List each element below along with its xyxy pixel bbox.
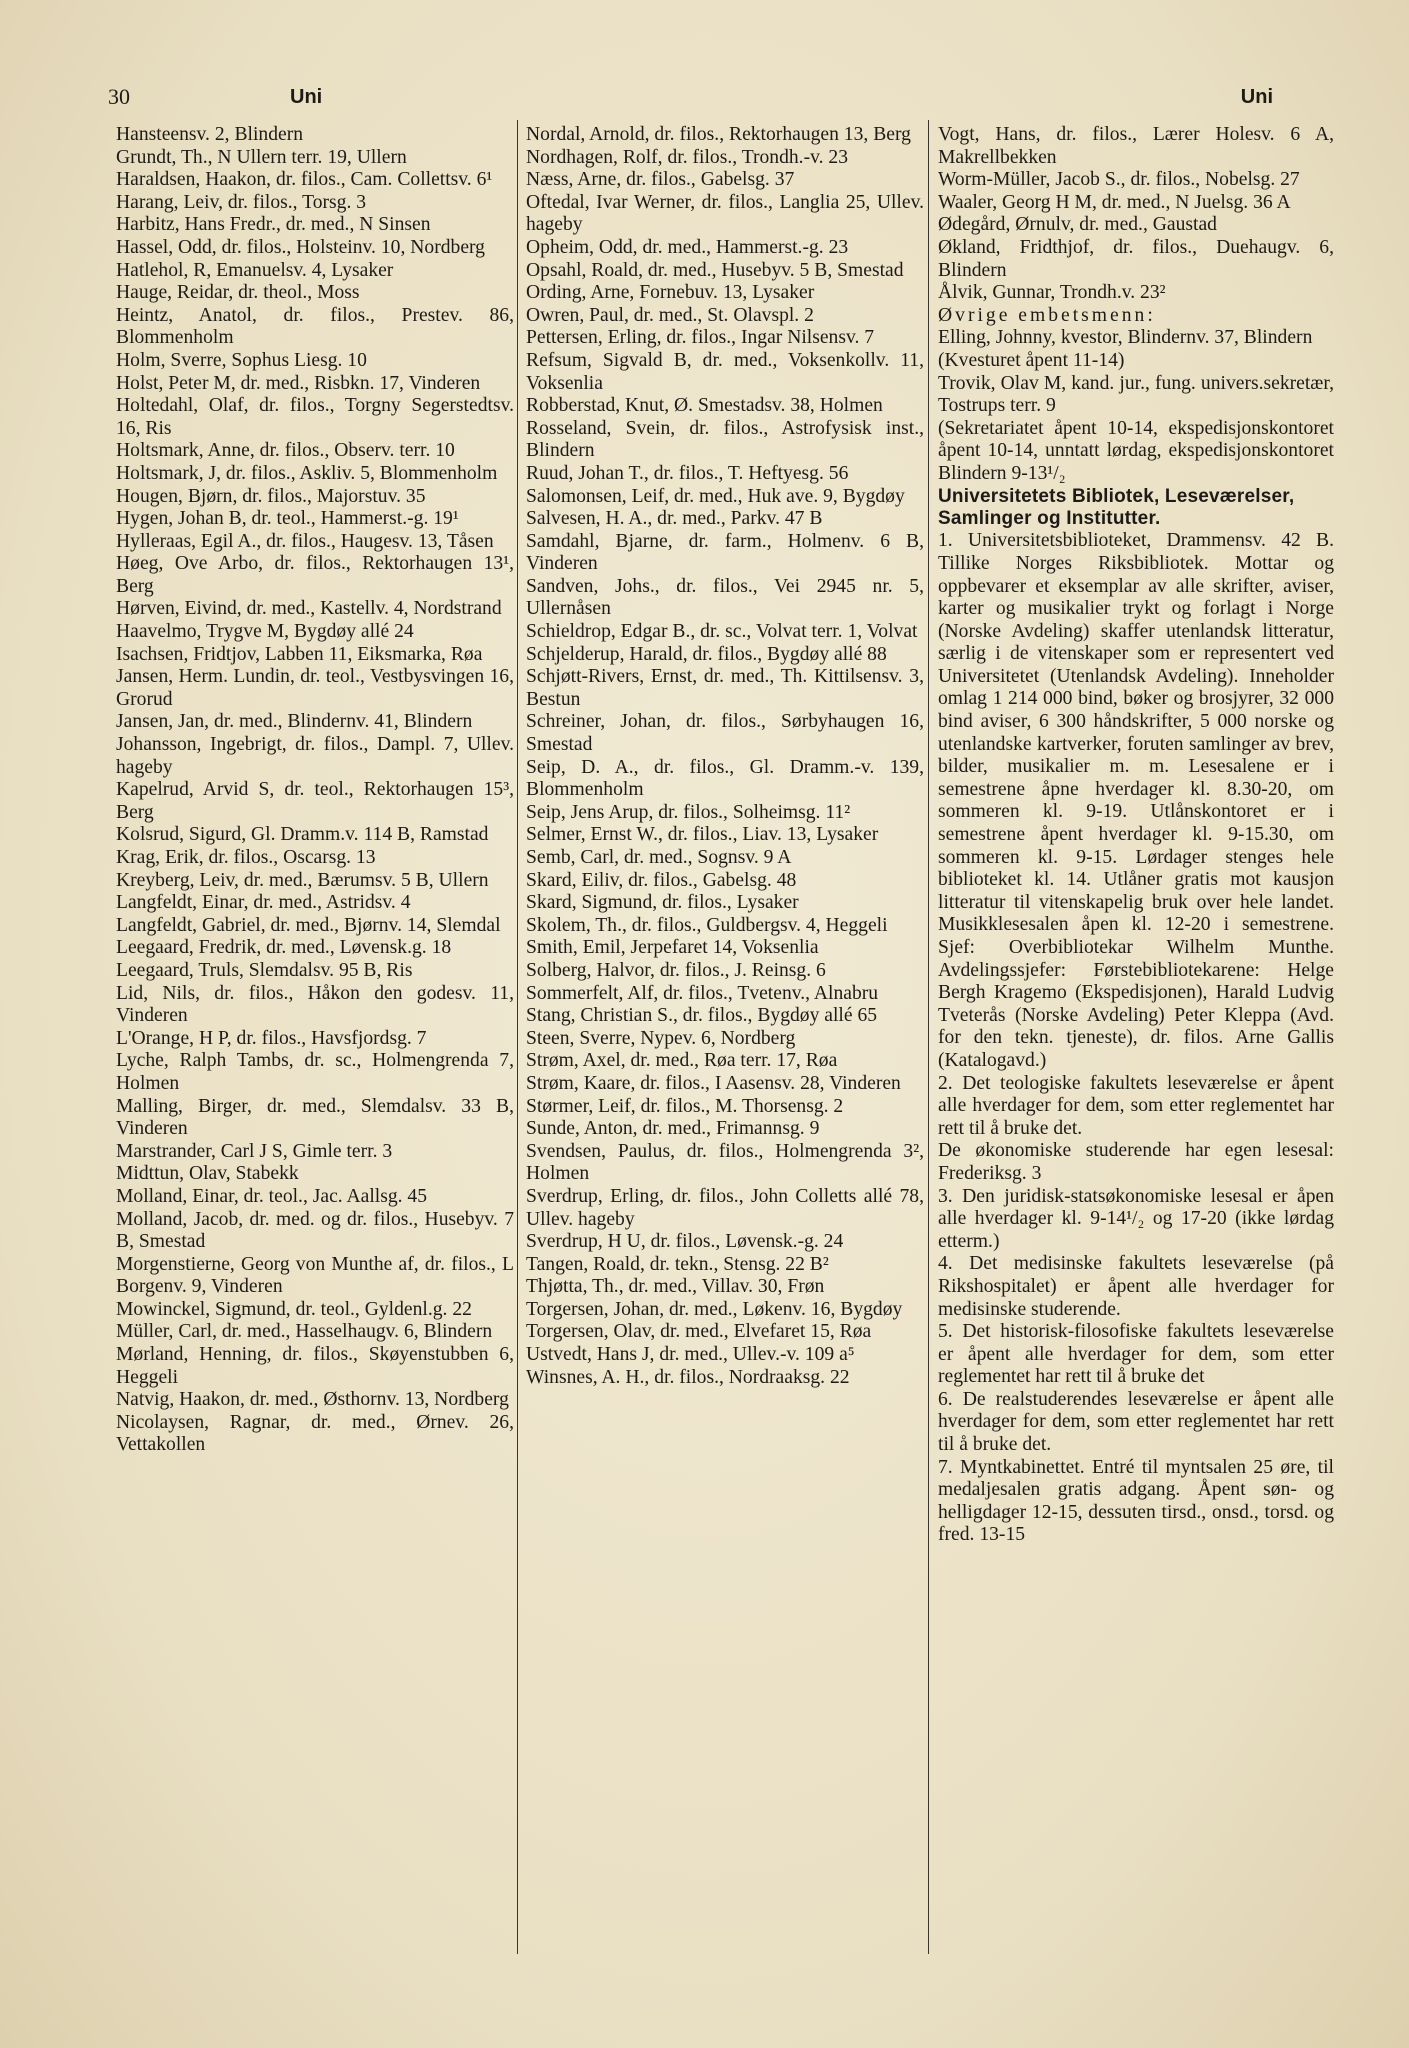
directory-entry: Ødegård, Ørnulv, dr. med., Gaustad bbox=[938, 214, 1217, 236]
directory-entry: Refsum, Sigvald B, dr. med., Voksenkollv. 11, Voksenlia bbox=[526, 349, 924, 394]
directory-entry: Samdahl, Bjarne, dr. farm., Holmenv. 6 B, Vinderen bbox=[526, 530, 924, 575]
directory-entry: Hørven, Eivind, dr. med., Kastellv. 4, Nordstrand bbox=[116, 598, 502, 620]
directory-entry: Morgenstierne, Georg von Munthe af, dr. filos., L Borgenv. 9, Vinderen bbox=[116, 1253, 514, 1298]
directory-entry: Ruud, Johan T., dr. filos., T. Heftyesg. 56 bbox=[526, 462, 849, 484]
official-entry: (Kvesturet åpent 11-14) bbox=[938, 349, 1125, 371]
directory-entry: Hylleraas, Egil A., dr. filos., Haugesv. 13, Tåsen bbox=[116, 530, 494, 552]
directory-entry: Smith, Emil, Jerpefaret 14, Voksenlia bbox=[526, 937, 819, 959]
directory-entry: Økland, Fridthjof, dr. filos., Duehaugv. 6, Blindern bbox=[938, 236, 1334, 281]
directory-entry: Heintz, Anatol, dr. filos., Prestev. 86, Blommenholm bbox=[116, 304, 514, 349]
directory-entry: Skard, Sigmund, dr. filos., Lysaker bbox=[526, 892, 799, 914]
directory-entry: Størmer, Leif, dr. filos., M. Thorsensg. 2 bbox=[526, 1095, 844, 1117]
official-entry: Elling, Johnny, kvestor, Blindernv. 37, Blindern bbox=[938, 327, 1313, 349]
library-paragraph: 1. Universitetsbiblioteket, Drammensv. 42 B. Tillike Norges Riksbibliotek. Mottar og oppbevarer et eksemplar av alle skrifter, aviser, karter og musikalier trykt og forlagt i Norge (Norske Avdeling) skaffer utenlandsk litteratur, særlig i de vitenskaper som er representert ved Universitetet (Utenlandsk Avdeling). Inneholder omlag 1 214 000 bind, bøker og brosjyrer, 32 000 bind aviser, 6 300 håndskrifter, 5 000 norske og utenlandske kartverker, foruten samlinger av brev, bilder, musikalier m. m. Lesesalene er i semestrene åpne hverdager kl. 8.30-20, om sommeren kl. 9-19. Utlånskontoret er i semestrene åpent hverdager kl. 9-15.30, om sommeren kl. 9-15. Lørdager stenges hele biblioteket kl. 14. Utlåner gratis mot kausjon litteratur til vitenskapelig bruk over hele landet. Musikklesesalen åpen kl. 12-20 i semestrene. Sjef: Overbibliotekar Wilhelm Munthe. Avdelingssjefer: Førstebibliotekarene: Helge Bergh Kragemo (Ekspedisjonen), Harald Ludvig Tveterås (Norske Avdeling) Peter Kleppa (Avd. for den tekn. tjeneste), dr. filos. Arne Gallis (Katalogavd.) bbox=[938, 530, 1334, 1071]
directory-entry: Ålvik, Gunnar, Trondh.v. 23² bbox=[938, 282, 1166, 304]
directory-entry: Holm, Sverre, Sophus Liesg. 10 bbox=[116, 349, 367, 371]
column-3-entries bbox=[938, 124, 1334, 305]
directory-entry: Hauge, Reidar, dr. theol., Moss bbox=[116, 282, 360, 304]
directory-entry: Jansen, Herm. Lundin, dr. teol., Vestbysvingen 16, Grorud bbox=[116, 666, 514, 710]
directory-entry: Semb, Carl, dr. med., Sognsv. 9 A bbox=[526, 847, 792, 868]
directory-entry: Kapelrud, Arvid S, dr. teol., Rektorhaugen 15³, Berg bbox=[116, 779, 514, 823]
officials-list bbox=[938, 327, 1334, 485]
directory-entry: Tangen, Roald, dr. tekn., Stensg. 22 B² bbox=[526, 1253, 829, 1275]
directory-entry: Krag, Erik, dr. filos., Oscarsg. 13 bbox=[116, 847, 376, 868]
directory-entry: Kreyberg, Leiv, dr. med., Bærumsv. 5 B, Ullern bbox=[116, 869, 489, 891]
running-head-left: Uni bbox=[290, 86, 323, 108]
directory-entry: Mowinckel, Sigmund, dr. teol., Gyldenl.g. 22 bbox=[116, 1298, 472, 1320]
directory-entry: Selmer, Ernst W., dr. filos., Liav. 13, Lysaker bbox=[526, 824, 879, 846]
directory-entry: Malling, Birger, dr. med., Slemdalsv. 33 B, Vinderen bbox=[116, 1095, 514, 1140]
directory-entry: Schieldrop, Edgar B., dr. sc., Volvat terr. 1, Volvat bbox=[526, 621, 918, 643]
directory-entry: Vogt, Hans, dr. filos., Lærer Holesv. 6 A, Makrellbekken bbox=[938, 124, 1334, 168]
directory-entry: Seip, Jens Arup, dr. filos., Solheimsg. 11² bbox=[526, 801, 851, 823]
page-header bbox=[108, 84, 1301, 116]
library-paragraph: 4. Det medisinske fakultets leseværelse (på Rikshospitalet) er åpent alle hverdager for medisinske studerende. bbox=[938, 1253, 1334, 1320]
directory-entry: Torgersen, Johan, dr. med., Løkenv. 16, Bygdøy bbox=[526, 1298, 903, 1320]
column-3 bbox=[938, 124, 1334, 1547]
library-paragraph: 2. Det teologiske fakultets leseværelse er åpent alle hverdager for dem, som etter reglementet har rett til å bruke det. bbox=[938, 1072, 1334, 1139]
directory-entry: Waaler, Georg H M, dr. med., N Juelsg. 36 A bbox=[938, 191, 1291, 213]
directory-entry: Nicolaysen, Ragnar, dr. med., Ørnev. 26, Vettakollen bbox=[116, 1411, 514, 1456]
directory-entry: Opheim, Odd, dr. med., Hammerst.-g. 23 bbox=[526, 236, 849, 258]
directory-entry: Jansen, Jan, dr. med., Blindernv. 41, Blindern bbox=[116, 711, 473, 733]
official-entry: Trovik, Olav M, kand. jur., fung. univers.sekretær, Tostrups terr. 9 bbox=[938, 372, 1334, 417]
directory-entry: Schjøtt-Rivers, Ernst, dr. med., Th. Kittilsensv. 3, Bestun bbox=[526, 666, 924, 710]
library-paragraph: 6. De realstuderendes leseværelse er åpent alle hverdager for dem, som etter reglementet har rett til å bruke det. bbox=[938, 1388, 1334, 1456]
directory-entry: Holst, Peter M, dr. med., Risbkn. 17, Vinderen bbox=[116, 372, 481, 394]
directory-entry: Strøm, Kaare, dr. filos., I Aasensv. 28, Vinderen bbox=[526, 1072, 901, 1094]
directory-entry: Sverdrup, H U, dr. filos., Løvensk.-g. 24 bbox=[526, 1231, 844, 1253]
directory-entry: Stang, Christian S., dr. filos., Bygdøy allé 65 bbox=[526, 1005, 878, 1027]
directory-entry: Marstrander, Carl J S, Gimle terr. 3 bbox=[116, 1140, 393, 1162]
directory-entry: Mørland, Henning, dr. filos., Skøyenstubben 6, Heggeli bbox=[116, 1344, 514, 1388]
directory-entry: Seip, D. A., dr. filos., Gl. Dramm.-v. 139, Blommenholm bbox=[526, 756, 924, 801]
directory-entry: Holtsmark, J, dr. filos., Askliv. 5, Blommenholm bbox=[116, 462, 498, 484]
directory-entry: Hougen, Bjørn, dr. filos., Majorstuv. 35 bbox=[116, 485, 426, 507]
directory-entry: Salomonsen, Leif, dr. med., Huk ave. 9, Bygdøy bbox=[526, 485, 905, 507]
library-heading: Universitetets Bibliotek, Leseværelser, Samlinger og Institutter. bbox=[938, 485, 1295, 529]
directory-entry: Holtsmark, Anne, dr. filos., Observ. terr. 10 bbox=[116, 440, 455, 462]
directory-entry: Solberg, Halvor, dr. filos., J. Reinsg. 6 bbox=[526, 959, 826, 981]
directory-entry: Torgersen, Olav, dr. med., Elvefaret 15, Røa bbox=[526, 1321, 872, 1343]
page-number: 30 bbox=[108, 84, 130, 109]
directory-entry: Høeg, Ove Arbo, dr. filos., Rektorhaugen 13¹, Berg bbox=[116, 553, 514, 597]
directory-entry: Harang, Leiv, dr. filos., Torsg. 3 bbox=[116, 191, 367, 213]
directory-entry: Midttun, Olav, Stabekk bbox=[116, 1163, 299, 1185]
column-2 bbox=[526, 124, 924, 1389]
directory-entry: Sunde, Anton, dr. med., Frimannsg. 9 bbox=[526, 1118, 820, 1140]
directory-entry: Grundt, Th., N Ullern terr. 19, Ullern bbox=[116, 146, 407, 168]
directory-entry: Sverdrup, Erling, dr. filos., John Colletts allé 78, Ullev. hageby bbox=[526, 1185, 924, 1230]
directory-entry: Ording, Arne, Fornebuv. 13, Lysaker bbox=[526, 282, 815, 304]
directory-entry: Sommerfelt, Alf, dr. filos., Tvetenv., Alnabru bbox=[526, 982, 879, 1004]
directory-entry: Salvesen, H. A., dr. med., Parkv. 47 B bbox=[526, 508, 823, 530]
directory-entry: Opsahl, Roald, dr. med., Husebyv. 5 B, Smestad bbox=[526, 259, 904, 281]
directory-entry: Skolem, Th., dr. filos., Guldbergsv. 4, Heggeli bbox=[526, 914, 888, 936]
directory-entry: Holtedahl, Olaf, dr. filos., Torgny Segerstedtsv. 16, Ris bbox=[116, 395, 514, 439]
directory-entry: Molland, Jacob, dr. med. og dr. filos., Husebyv. 7 B, Smestad bbox=[116, 1208, 514, 1253]
directory-entry: Nordal, Arnold, dr. filos., Rektorhaugen 13, Berg bbox=[526, 124, 911, 145]
directory-entry: Pettersen, Erling, dr. filos., Ingar Nilsensv. 7 bbox=[526, 327, 875, 349]
directory-entry: Hassel, Odd, dr. filos., Holsteinv. 10, Nordberg bbox=[116, 236, 485, 258]
directory-entry: Skard, Eiliv, dr. filos., Gabelsg. 48 bbox=[526, 869, 797, 891]
directory-entry: Rosseland, Svein, dr. filos., Astrofysisk inst., Blindern bbox=[526, 417, 924, 462]
directory-entry: Haavelmo, Trygve M, Bygdøy allé 24 bbox=[116, 621, 414, 643]
library-paragraphs bbox=[938, 530, 1334, 1547]
other-officials-heading: Øvrige embetsmenn: bbox=[938, 304, 1156, 326]
directory-entry: Oftedal, Ivar Werner, dr. filos., Langlia 25, Ullev. hageby bbox=[526, 191, 924, 236]
directory-entry: Langfeldt, Gabriel, dr. med., Bjørnv. 14, Slemdal bbox=[116, 914, 501, 936]
directory-entry: Haraldsen, Haakon, dr. filos., Cam. Collettsv. 6¹ bbox=[116, 169, 493, 191]
directory-entry: Hygen, Johan B, dr. teol., Hammerst.-g. 19¹ bbox=[116, 508, 459, 530]
official-entry: (Sekretariatet åpent 10-14, ekspedisjonskontoret åpent 10-14, unntatt lørdag, ekspedisjonskontoret Blindern 9-13¹/₂ bbox=[938, 417, 1334, 484]
directory-entry: Müller, Carl, dr. med., Hasselhaugv. 6, Blindern bbox=[116, 1321, 493, 1343]
directory-entry: Steen, Sverre, Nypev. 6, Nordberg bbox=[526, 1027, 796, 1049]
directory-entry: Leegaard, Truls, Slemdalsv. 95 B, Ris bbox=[116, 959, 413, 981]
directory-entry: Isachsen, Fridtjov, Labben 11, Eiksmarka, Røa bbox=[116, 643, 483, 665]
directory-entry: Schreiner, Johan, dr. filos., Sørbyhaugen 16, Smestad bbox=[526, 711, 924, 756]
directory-entry: Strøm, Axel, dr. med., Røa terr. 17, Røa bbox=[526, 1050, 838, 1072]
library-paragraph: De økonomiske studerende har egen lesesal: Frederiksg. 3 bbox=[938, 1140, 1334, 1184]
directory-entry: Worm-Müller, Jacob S., dr. filos., Nobelsg. 27 bbox=[938, 169, 1300, 191]
directory-entry: Robberstad, Knut, Ø. Smestadsv. 38, Holmen bbox=[526, 395, 883, 417]
directory-entry: Sandven, Johs., dr. filos., Vei 2945 nr. 5, Ullernåsen bbox=[526, 575, 924, 620]
directory-entry: Lyche, Ralph Tambs, dr. sc., Holmengrenda 7, Holmen bbox=[116, 1050, 514, 1094]
column-divider bbox=[517, 120, 518, 1954]
directory-entry: Schjelderup, Harald, dr. filos., Bygdøy allé 88 bbox=[526, 643, 887, 665]
directory-entry: Thjøtta, Th., dr. med., Villav. 30, Frøn bbox=[526, 1276, 825, 1298]
running-head-right: Uni bbox=[1240, 86, 1273, 108]
directory-entry: Svendsen, Paulus, dr. filos., Holmengrenda 3², Holmen bbox=[526, 1140, 924, 1185]
directory-entry: Winsnes, A. H., dr. filos., Nordraaksg. 22 bbox=[526, 1366, 850, 1388]
directory-entry: Harbitz, Hans Fredr., dr. med., N Sinsen bbox=[116, 214, 431, 236]
column-1 bbox=[116, 124, 514, 1457]
directory-entry: Kolsrud, Sigurd, Gl. Dramm.v. 114 B, Ramstad bbox=[116, 824, 489, 846]
directory-entry: Ustvedt, Hans J, dr. med., Ullev.-v. 109 a⁵ bbox=[526, 1344, 855, 1366]
directory-entry: Næss, Arne, dr. filos., Gabelsg. 37 bbox=[526, 169, 795, 191]
directory-entry: Leegaard, Fredrik, dr. med., Løvensk.g. 18 bbox=[116, 937, 452, 959]
directory-entry: Hatlehol, R, Emanuelsv. 4, Lysaker bbox=[116, 259, 394, 281]
directory-entry: Molland, Einar, dr. teol., Jac. Aallsg. 45 bbox=[116, 1185, 428, 1207]
directory-entry: L'Orange, H P, dr. filos., Havsfjordsg. 7 bbox=[116, 1027, 427, 1049]
directory-entry: Nordhagen, Rolf, dr. filos., Trondh.-v. 23 bbox=[526, 146, 849, 168]
directory-entry: Hansteensv. 2, Blindern bbox=[116, 124, 304, 145]
column-divider bbox=[928, 120, 929, 1954]
library-paragraph: 7. Myntkabinettet. Entré til myntsalen 25 øre, til medaljesalen gratis adgang. Åpent søn- og helligdager 12-15, dessuten tirsd., onsd., torsd. og fred. 13-15 bbox=[938, 1456, 1334, 1546]
directory-entry: Lid, Nils, dr. filos., Håkon den godesv. 11, Vinderen bbox=[116, 982, 514, 1027]
library-paragraph: 5. Det historisk-filosofiske fakultets leseværelse er åpent alle hverdager for dem, som etter reglementet har rett til å bruke det bbox=[938, 1321, 1334, 1388]
directory-entry: Langfeldt, Einar, dr. med., Astridsv. 4 bbox=[116, 892, 411, 914]
directory-entry: Johansson, Ingebrigt, dr. filos., Dampl. 7, Ullev. hageby bbox=[116, 734, 514, 778]
directory-entry: Owren, Paul, dr. med., St. Olavspl. 2 bbox=[526, 304, 814, 326]
library-paragraph: 3. Den juridisk-statsøkonomiske lesesal er åpen alle hverdager kl. 9-14¹/₂ og 17-20 (ikke lørdag etterm.) bbox=[938, 1185, 1334, 1252]
directory-entry: Natvig, Haakon, dr. med., Østhornv. 13, Nordberg bbox=[116, 1389, 509, 1411]
